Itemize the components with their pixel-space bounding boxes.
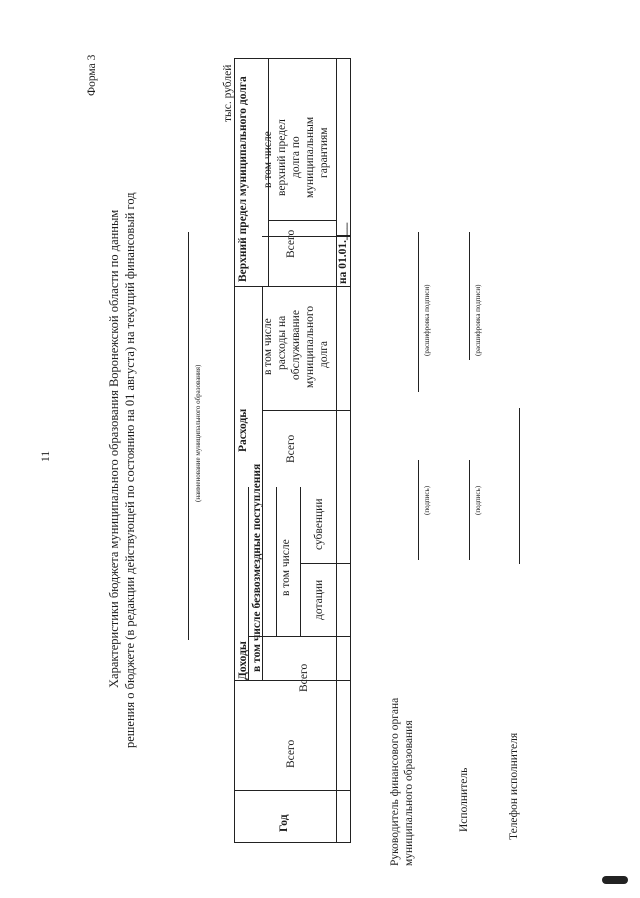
col-free-total: Всего	[298, 663, 310, 692]
units-label: тыс. рублей	[222, 64, 234, 122]
col-debt-incl-5: гарантиям	[318, 127, 330, 178]
col-debt-incl-2: верхний предел	[276, 119, 288, 196]
page-number: 11	[40, 450, 52, 462]
head-label-1: Руководитель финансового органа	[389, 697, 401, 866]
executor-sign-caption: (подпись)	[474, 485, 482, 515]
executor-decode-caption: (расшифровка подписи)	[474, 284, 482, 356]
col-free-receipts: в том числе безвозмездные поступления	[251, 463, 263, 672]
head-sign-line	[418, 460, 419, 560]
col-expenses-incl-4: муниципального	[304, 305, 316, 388]
col-expenses-incl-2: расходы на	[276, 315, 288, 370]
col-debt-total: Всего	[285, 229, 297, 258]
executor-decode-line	[469, 232, 470, 360]
col-expenses-incl-1: в том числе	[262, 318, 274, 375]
head-decode-caption: (расшифровка подписи)	[423, 284, 431, 356]
col-expenses-incl-5: долга	[318, 340, 330, 368]
head-label-2: муниципального образования	[403, 720, 415, 866]
head-sign-caption: (подпись)	[423, 485, 431, 515]
title-line-2: решения о бюджете (в редакции действующей по состоянию на 01 августа) на текущий финансовый год	[123, 192, 137, 748]
form-label: Форма 3	[86, 54, 98, 96]
title-line-1: Характеристики бюджета муниципального образования Воронежской области по данным	[107, 209, 121, 688]
col-income: Доходы	[237, 641, 249, 680]
col-expenses-total: Всего	[285, 434, 297, 463]
col-subventions: субвенции	[313, 498, 325, 550]
col-debt-incl-4: муниципальным	[304, 116, 316, 198]
head-decode-line	[418, 232, 419, 392]
phone-line	[519, 408, 520, 564]
col-debt-incl-3: долга по	[290, 136, 302, 178]
debt-date: на 01.01.___	[337, 222, 349, 284]
col-year: Год	[278, 814, 290, 832]
col-expenses-incl-3: обслуживание	[290, 310, 302, 380]
executor-sign-line	[469, 460, 470, 560]
municipality-caption: (наименование муниципального образования)	[194, 364, 202, 502]
col-incl: в том числе	[280, 539, 292, 596]
scan-mark	[602, 876, 628, 884]
municipality-underline	[188, 232, 189, 640]
col-subsidies: дотации	[313, 579, 325, 620]
phone-label: Телефон исполнителя	[508, 732, 520, 840]
col-debt: Верхний предел муниципального долга	[237, 76, 249, 282]
executor-label: Исполнитель	[458, 767, 470, 832]
col-income-total: Всего	[285, 739, 297, 768]
col-expenses: Расходы	[237, 408, 249, 452]
col-debt-incl-1: в том числе	[262, 131, 274, 188]
